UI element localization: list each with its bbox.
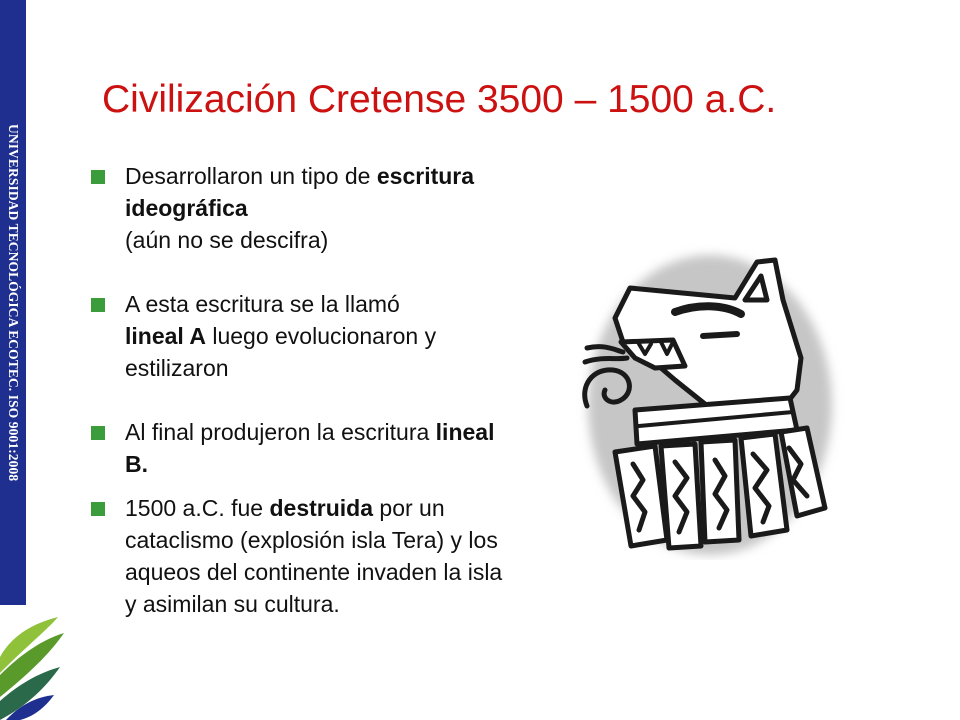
dog-head-glyph-icon — [575, 240, 845, 560]
square-bullet-icon — [91, 170, 105, 184]
bullet-text: A esta escritura se la llamó — [125, 291, 400, 317]
square-bullet-icon — [91, 426, 105, 440]
bullet-text: por un cataclismo (explosión isla Tera) y los aqueos del continente invaden la isla y asimilan su cultura. — [125, 495, 503, 617]
university-sidebar — [0, 0, 26, 605]
square-bullet-icon — [91, 502, 105, 516]
bullet-text: 1500 a.C. fue — [125, 495, 270, 521]
bullet-emphasis: escritura ideográfica — [125, 163, 475, 221]
bullet-text: Al final produjeron la escritura — [125, 419, 436, 445]
bullet-item-writing — [90, 160, 520, 256]
bullet-text: luego evolucionaron y estilizaron — [125, 323, 437, 381]
bullet-list — [90, 160, 520, 620]
bullet-item-destruction — [90, 492, 520, 620]
university-name: UNIVERSIDAD TECNOLÓGICA ECOTEC. ISO 9001:2008 — [6, 124, 21, 482]
bullet-emphasis: destruida — [269, 495, 374, 521]
bullet-text: Desarrollaron un tipo de — [125, 163, 377, 189]
bullet-text: (aún no se descifra) — [125, 227, 329, 253]
bullet-item-lineal-a — [90, 288, 520, 384]
square-bullet-icon — [91, 298, 105, 312]
ecotec-leaf-logo-icon — [0, 605, 70, 720]
bullet-emphasis: lineal B. — [125, 419, 495, 477]
bullet-item-lineal-b — [90, 416, 520, 480]
slide-title: Civilización Cretense 3500 – 1500 a.C. — [102, 78, 777, 121]
bullet-emphasis: lineal A — [125, 323, 206, 349]
